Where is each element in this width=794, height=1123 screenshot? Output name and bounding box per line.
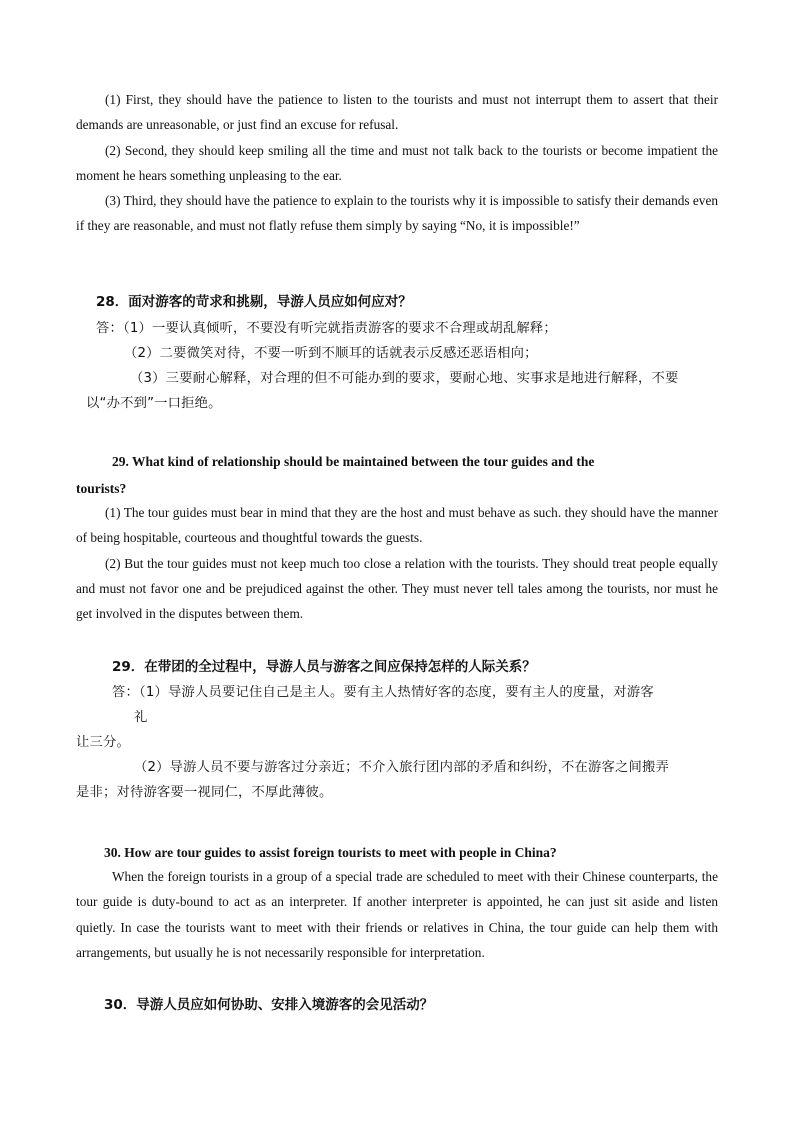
q30-en-title: 30. How are tour guides to assist foreign tourists to meet with people in China?	[104, 845, 557, 860]
q29-zh-line-5: 是非；对待游客要一视同仁，不厚此薄彼。	[76, 785, 333, 800]
q29-zh-answer	[76, 680, 726, 805]
q28-zh-heading	[96, 290, 736, 310]
q29-zh-line-4: （2）导游人员不要与游客过分亲近；不介入旅行团内部的矛盾和纠纷，不在游客之间搬弄	[134, 760, 670, 775]
q28-zh-line-3: （3）三要耐心解释，对合理的但不可能办到的要求，要耐心地、实事求是地进行解释，不要	[130, 371, 679, 386]
q29-en-heading	[76, 448, 718, 502]
q28-zh-title: 28．面对游客的苛求和挑剔，导游人员应如何应对？	[96, 294, 412, 310]
q28-zh-line-2: （2）二要微笑对待，不要一听到不顺耳的话就表示反感还恶语相向；	[124, 346, 538, 361]
q28-zh-answer	[86, 316, 736, 416]
q30-en-answer-text: When the foreign tourists in a group of a special trade are scheduled to meet with their Chinese counterparts, the tour guide is duty-bound to act as an interpreter. If another interpreter is appointed, he can just sit aside and listen quietly. In case the tourists want to meet with their friends or relatives in China, the tour guide can help them with arrangements, but usually he is not necessarily responsible for interpretation.	[76, 869, 718, 960]
q30-zh-heading	[104, 993, 724, 1013]
q28-zh-line-1: 答：（1）一要认真倾听，不要没有听完就指责游客的要求不合理或胡乱解释；	[96, 321, 557, 336]
q29-zh-heading	[112, 655, 732, 675]
q29-en-answers	[76, 500, 718, 626]
q29-zh-line-2: 礼	[134, 710, 148, 725]
q29-zh-line-1: 答：（1）导游人员要记住自己是主人。要有主人热情好客的态度，要有主人的度量，对游客	[112, 685, 654, 700]
q27-answer-2: (2) Second, they should keep smiling all the time and must not talk back to the tourists or become impatient the moment he hears something unpleasing to the ear.	[76, 142, 718, 183]
q30-zh-title: 30．导游人员应如何协助、安排入境游客的会见活动？	[104, 997, 434, 1013]
q29-zh-line-3: 让三分。	[76, 735, 130, 750]
q29-zh-title: 29．在带团的全过程中，导游人员与游客之间应保持怎样的人际关系？	[112, 659, 536, 675]
q29-en-answer-2: (2) But the tour guides must not keep much too close a relation with the tourists. They should treat people equally and must not favor one and be prejudiced against the other. They must never tell tales among the tourists, nor must he get involved in the disputes between them.	[76, 555, 718, 622]
q28-zh-line-4: 以“办不到”一口拒绝。	[86, 396, 222, 411]
q29-en-answer-1: (1) The tour guides must bear in mind that they are the host and must behave as such. they should have the manner of being hospitable, courteous and thoughtful towards the guests.	[76, 505, 718, 546]
q30-en-heading	[104, 839, 724, 866]
q29-en-title-line-1: 29. What kind of relationship should be maintained between the tour guides and the	[112, 454, 595, 469]
q27-answer-1: (1) First, they should have the patience to listen to the tourists and must not interrupt them to assert that their demands are unreasonable, or just find an excuse for refusal.	[76, 92, 718, 133]
q27-en-answers	[76, 87, 718, 239]
q27-answer-3: (3) Third, they should have the patience to explain to the tourists why it is impossible to satisfy their demands even if they are reasonable, and must not flatly refuse them simply by saying “No, it is impossible!”	[76, 193, 718, 234]
q29-en-title-line-2: tourists?	[76, 481, 127, 496]
q30-en-answer	[76, 864, 718, 965]
